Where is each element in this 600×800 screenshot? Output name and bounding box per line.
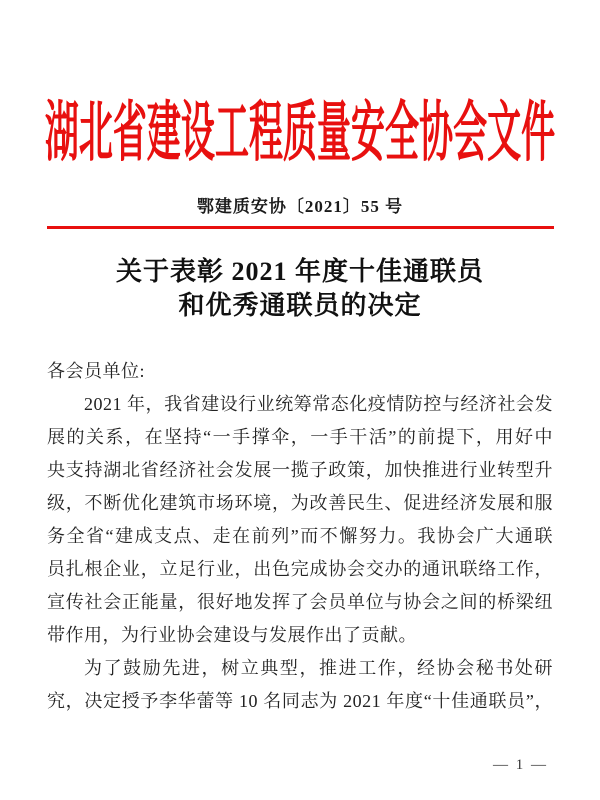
salutation: 各会员单位: — [47, 361, 146, 381]
document-title-line2: 和优秀通联员的决定 — [178, 291, 422, 320]
body-line: 为了鼓励先进，树立典型，推进工作，经协会秘书处研 — [84, 658, 553, 678]
body-line: 带作用，为行业协会建设与发展作出了贡献。 — [47, 625, 417, 645]
body-line: 宣传社会正能量，很好地发挥了会员单位与协会之间的桥梁纽 — [47, 592, 553, 612]
page-number: — 1 — — [493, 757, 548, 773]
letterhead — [0, 85, 600, 170]
body-line: 2021 年，我省建设行业统筹常态化疫情防控与经济社会发 — [84, 394, 553, 414]
body-line: 员扎根企业，立足行业，出色完成协会交办的通讯联络工作， — [47, 559, 553, 579]
body-paragraphs — [47, 388, 553, 718]
body-line: 级，不断优化建筑市场环境，为改善民生、促进经济发展和服 — [47, 493, 553, 513]
document-number: 鄂建质安协〔2021〕55 号 — [196, 197, 404, 216]
body-line: 究，决定授予李华蕾等 10 名同志为 2021 年度“十佳通联员”， — [47, 691, 553, 711]
red-divider-line — [47, 226, 554, 229]
letterhead-org-title: 湖北省建设工程质量安全协会文件 — [44, 98, 556, 170]
body-line: 务全省“建成支点、走在前列”而不懈努力。我协会广大通联 — [47, 526, 553, 546]
body-line: 央支持湖北省经济社会发展一揽子政策，加快推进行业转型升 — [47, 460, 553, 480]
body-line: 展的关系，在坚持“一手撑伞，一手干活”的前提下，用好中 — [47, 427, 553, 447]
document-title-line1: 关于表彰 2021 年度十佳通联员 — [115, 257, 484, 286]
document-title — [0, 255, 600, 323]
document-body — [47, 355, 553, 718]
